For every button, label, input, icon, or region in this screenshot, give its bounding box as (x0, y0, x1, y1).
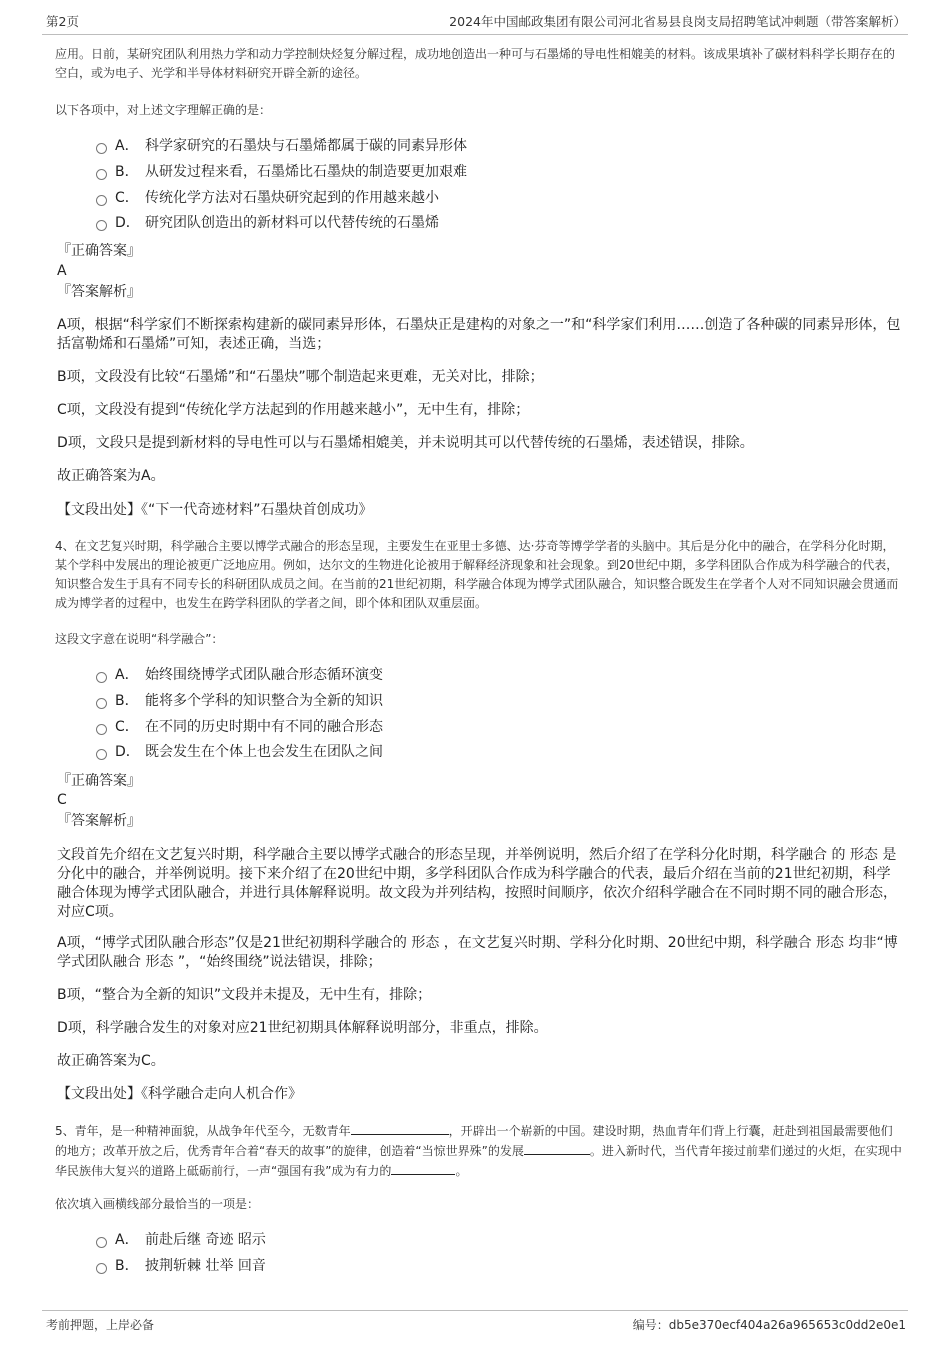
radio-icon[interactable] (96, 143, 107, 154)
q4-answer-label: 『正确答案』 (57, 773, 141, 789)
q3-analysis-c: C项，文段没有提到“传统化学方法起到的作用越来越小”，无中生有，排除； (57, 402, 530, 418)
radio-icon[interactable] (96, 749, 107, 760)
q3-option-c[interactable]: C． 传统化学方法对石墨炔研究起到的作用越来越小 (96, 188, 439, 208)
q4-source: 【文段出处】《科学融合走向人机合作》 (57, 1086, 302, 1102)
fill-blank-3[interactable] (391, 1161, 455, 1175)
radio-icon[interactable] (96, 169, 107, 180)
q4-analysis-summary: 文段首先介绍在文艺复兴时期，科学融合主要以博学式融合的形态呈现，并举例说明，然后介绍了在学科分化时期，科学融合 的 形态 是分化中的融合，并举例说明。接下来介绍了在20世纪中期，多学科团队合作成为科学融合的代表，最后介绍在当前的21世纪初期，科学融合体现为博学式团队融合，并进行具体解释说明。故文段为并列结构，按照时间顺序，依次介绍科学融合在不同时期不同的融合形态，对应C项。 (57, 847, 897, 920)
q4-option-a[interactable]: A． 始终围绕博学式团队融合形态循环演变 (96, 665, 383, 685)
radio-icon[interactable] (96, 672, 107, 683)
q3-answer: A (57, 263, 67, 279)
q3-source: 【文段出处】《“下一代奇迹材料”石墨炔首创成功》 (57, 502, 373, 518)
q5-option-a[interactable]: A． 前赴后继 奇迹 昭示 (96, 1230, 266, 1250)
question-3-stem-continuation: 应用。日前，某研究团队利用热力学和动力学控制炔烃复分解过程，成功地创造出一种可与石墨烯的导电性相媲美的材料。该成果填补了碳材料科学长期存在的空白，或为电子、光学和半导体材料研究开辟全新的途径。 (55, 47, 896, 80)
radio-icon[interactable] (96, 698, 107, 709)
q3-option-d[interactable]: D． 研究团队创造出的新材料可以代替传统的石墨烯 (96, 213, 439, 233)
q3-answer-label: 『正确答案』 (57, 243, 141, 259)
q4-answer: C (57, 792, 67, 808)
q3-analysis-b: B项，文段没有比较“石墨烯”和“石墨炔”哪个制造起来更难，无关对比，排除； (57, 369, 544, 385)
q4-analysis-label: 『答案解析』 (57, 813, 141, 829)
q3-analysis-d: D项，文段只是提到新材料的导电性可以与石墨烯相媲美，并未说明其可以代替传统的石墨烯，表述错误，排除。 (57, 435, 754, 451)
footer-slogan: 考前押题，上岸必备 (46, 1318, 155, 1332)
q4-option-c[interactable]: C． 在不同的历史时期中有不同的融合形态 (96, 717, 383, 737)
question-4-prompt: 这段文字意在说明“科学融合”： (55, 632, 224, 646)
q3-option-a[interactable]: A． 科学家研究的石墨炔与石墨烯都属于碳的同素异形体 (96, 136, 467, 156)
document-id: 编号：db5e370ecf404a26a965653c0dd2e0e1 (632, 1318, 906, 1332)
fill-blank-1[interactable] (351, 1121, 449, 1135)
q3-conclusion: 故正确答案为A。 (57, 468, 165, 484)
radio-icon[interactable] (96, 1263, 107, 1274)
question-5-prompt: 依次填入画横线部分最恰当的一项是： (55, 1197, 260, 1211)
q4-analysis-a: A项，“博学式团队融合形态”仅是21世纪初期科学融合的 形态 ，在文艺复兴时期、学科分化时期、20世纪中期，科学融合 形态 均非“博学式团队融合 形态 ”，“始终围绕”说法错误，排除； (57, 935, 898, 970)
q5-option-b[interactable]: B． 披荆斩棘 壮举 回音 (96, 1256, 266, 1276)
fill-blank-2[interactable] (524, 1141, 590, 1155)
radio-icon[interactable] (96, 195, 107, 206)
question-4-stem: 4、在文艺复兴时期，科学融合主要以博学式融合的形态呈现，主要发生在亚里士多德、达·芬奇等博学学者的头脑中。其后是分化中的融合，在学科分化时期，某个学科中发展出的理论被更广泛地应用。例如，达尔文的生物进化论被用于解释经济现象和社会现象。到20世纪中期，多学科团队合作成为科学融合的代表，知识整合发生于具有不同专长的科研团队成员之间。在当前的21世纪初期，科学融合体现为博学式团队融合，知识整合既发生在学者个人对不同知识融会贯通而成为博学者的过程中，也发生在跨学科团队的学者之间，即个体和团队双重层面。 (55, 539, 899, 610)
q3-analysis-a: A项，根据“科学家们不断探索构建新的碳同素异形体，石墨炔正是建构的对象之一”和“科学家们利用……创造了各种碳的同素异形体，包括富勒烯和石墨烯”可知，表述正确，当选； (57, 317, 901, 352)
radio-icon[interactable] (96, 220, 107, 231)
question-5-stem: 5、青年，是一种精神面貌，从战争年代至今，无数青年 ，开辟出一个崭新的中国。建设时期，热血青年们背上行囊，赶赴到祖国最需要他们的地方；改革开放之后，优秀青年合着“春天的故事”的旋律，创造着“当惊世界殊”的发展 。进入新时代，当代青年接过前辈们递过的火炬，在实现中华民族伟大复兴的道路上砥砺前行，一声“强国有我”成为有力的 。 (55, 1121, 902, 1181)
q4-analysis-b: B项，“整合为全新的知识”文段并未提及，无中生有，排除； (57, 987, 432, 1003)
radio-icon[interactable] (96, 1237, 107, 1248)
q4-conclusion: 故正确答案为C。 (57, 1053, 165, 1069)
document-title: 2024年中国邮政集团有限公司河北省易县良岗支局招聘笔试冲刺题（带答案解析） (449, 14, 906, 29)
page-header (42, 8, 908, 35)
q3-analysis-label: 『答案解析』 (57, 284, 141, 300)
radio-icon[interactable] (96, 724, 107, 735)
q4-analysis-d: D项，科学融合发生的对象对应21世纪初期具体解释说明部分，非重点，排除。 (57, 1020, 548, 1036)
question-3-prompt: 以下各项中，对上述文字理解正确的是： (55, 103, 272, 117)
page-number: 第2页 (46, 14, 79, 29)
q4-option-d[interactable]: D． 既会发生在个体上也会发生在团队之间 (96, 742, 383, 762)
q4-option-b[interactable]: B． 能将多个学科的知识整合为全新的知识 (96, 691, 383, 711)
page-footer (42, 1310, 908, 1337)
q3-option-b[interactable]: B． 从研发过程来看，石墨烯比石墨炔的制造要更加艰难 (96, 162, 467, 182)
